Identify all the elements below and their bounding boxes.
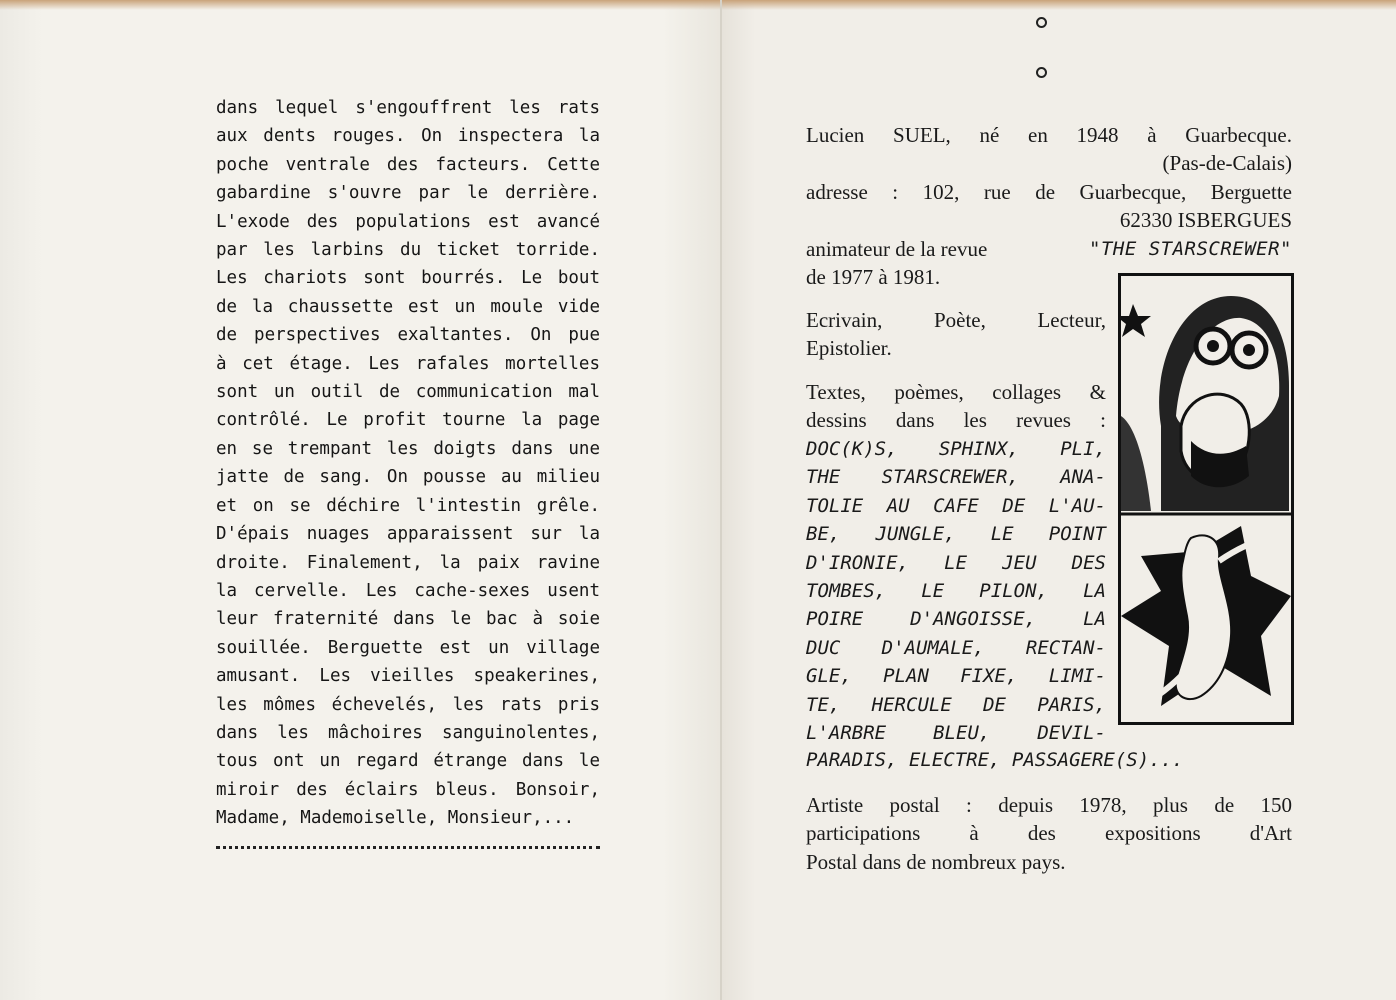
postal-line1: Artiste postal : depuis 1978, plus de 150 bbox=[806, 793, 1292, 817]
text-line: L'exode des populations est avancé bbox=[216, 211, 600, 232]
texts-line2: dessins dans les revues : bbox=[806, 408, 1106, 433]
hole-mark-top bbox=[1036, 17, 1047, 28]
postal-block bbox=[806, 791, 1292, 876]
text-line: dans lequel s'engouffrent les rats bbox=[216, 98, 600, 118]
revue-line: D'IRONIE, LE JEU DES bbox=[806, 551, 1106, 574]
text-line: Les chariots sont bourrés. Le bout bbox=[216, 268, 600, 289]
animator-dates: de 1977 à 1981. bbox=[806, 265, 941, 290]
revue-title: "THE STARSCREWER" bbox=[1089, 238, 1292, 260]
revue-line: THE STARSCREWER, ANA- bbox=[806, 466, 1106, 489]
page-edge-stain bbox=[722, 0, 1396, 10]
text-line: amusant. Les vieilles speakerines, bbox=[216, 666, 600, 687]
text-line: Madame, Mademoiselle, Monsieur,... bbox=[216, 808, 575, 829]
revue-line: L'ARBRE BLEU, DEVIL- bbox=[806, 722, 1106, 745]
author-header-line2: (Pas-de-Calais) bbox=[1162, 151, 1292, 176]
text-line: les mômes échevelés, les rats pris bbox=[216, 694, 600, 715]
text-line: poche ventrale des facteurs. Cette bbox=[216, 154, 600, 175]
roles-block bbox=[806, 306, 1106, 363]
address-line2: 62330 ISBERGUES bbox=[1119, 208, 1292, 233]
star-icon bbox=[1121, 304, 1151, 337]
texts-block bbox=[806, 378, 1106, 435]
text-line: droite. Finalement, la paix ravine bbox=[216, 552, 600, 573]
text-line: miroir des éclairs bleus. Bonsoir, bbox=[216, 779, 600, 800]
text-line: D'épais nuages apparaissent sur la bbox=[216, 524, 600, 545]
revue-line: TOLIE AU CAFE DE L'AU- bbox=[806, 494, 1106, 517]
texts-line1: Textes, poèmes, collages & bbox=[806, 380, 1106, 404]
text-line: gabardine s'ouvre par le derrière. bbox=[216, 183, 600, 204]
text-line: contrôlé. Le profit tourne la page bbox=[216, 410, 600, 431]
revue-line: TE, HERCULE DE PARIS, bbox=[806, 693, 1106, 716]
animator-prefix: animateur de la revue bbox=[806, 237, 988, 261]
text-line: dans les mâchoires sanguinolentes, bbox=[216, 722, 600, 743]
author-header-line1: Lucien SUEL, né en 1948 à Guarbecque. bbox=[806, 123, 1292, 147]
collage-illustration bbox=[1118, 273, 1294, 725]
revue-line: TOMBES, LE PILON, LA bbox=[806, 580, 1106, 603]
postal-line2: participations à des expositions d'Art bbox=[806, 821, 1292, 846]
dotted-rule bbox=[216, 846, 600, 849]
revue-line: DOC(K)S, SPHINX, PLI, bbox=[806, 438, 1106, 460]
revue-line: POIRE D'ANGOISSE, LA bbox=[806, 608, 1106, 631]
text-line: leur fraternité dans le bac à soie bbox=[216, 609, 600, 630]
text-line: de perspectives exaltantes. On pue bbox=[216, 325, 600, 346]
text-line: la cervelle. Les cache-sexes usent bbox=[216, 580, 600, 601]
left-page-text bbox=[216, 94, 600, 833]
text-line: souillée. Berguette est un village bbox=[216, 637, 600, 658]
roles-line2: Epistolier. bbox=[806, 336, 892, 361]
text-line: par les larbins du ticket torride. bbox=[216, 240, 600, 261]
text-line: tous ont un regard étrange dans le bbox=[216, 751, 600, 772]
text-line: aux dents rouges. On inspectera la bbox=[216, 126, 600, 147]
address-line1: adresse : 102, rue de Guarbecque, Berguette bbox=[806, 180, 1292, 204]
author-header bbox=[806, 121, 1292, 178]
text-line: à cet étage. Les rafales mortelles bbox=[216, 353, 600, 374]
page-edge-stain bbox=[0, 0, 720, 10]
text-line: jatte de sang. On pousse au milieu bbox=[216, 467, 600, 488]
text-line: en se trempant les doigts dans une bbox=[216, 438, 600, 459]
revues-list-last: PARADIS, ELECTRE, PASSAGERE(S)... bbox=[806, 749, 1184, 771]
address-block bbox=[806, 178, 1292, 235]
hole-mark-bottom bbox=[1036, 67, 1047, 78]
roles-line1: Ecrivain, Poète, Lecteur, bbox=[806, 308, 1106, 332]
text-line: de la chaussette est un moule vide bbox=[216, 296, 600, 317]
text-line: sont un outil de communication mal bbox=[216, 382, 600, 403]
revues-list bbox=[806, 435, 1106, 747]
revue-line: BE, JUNGLE, LE POINT bbox=[806, 523, 1106, 546]
postal-line3: Postal dans de nombreux pays. bbox=[806, 849, 1066, 874]
collage-image bbox=[1121, 276, 1291, 722]
shoulder-shape bbox=[1121, 416, 1151, 511]
revue-line: GLE, PLAN FIXE, LIMI- bbox=[806, 665, 1106, 688]
revue-line: DUC D'AUMALE, RECTAN- bbox=[806, 636, 1106, 659]
text-line: et on se déchire l'intestin grêle. bbox=[216, 495, 600, 516]
